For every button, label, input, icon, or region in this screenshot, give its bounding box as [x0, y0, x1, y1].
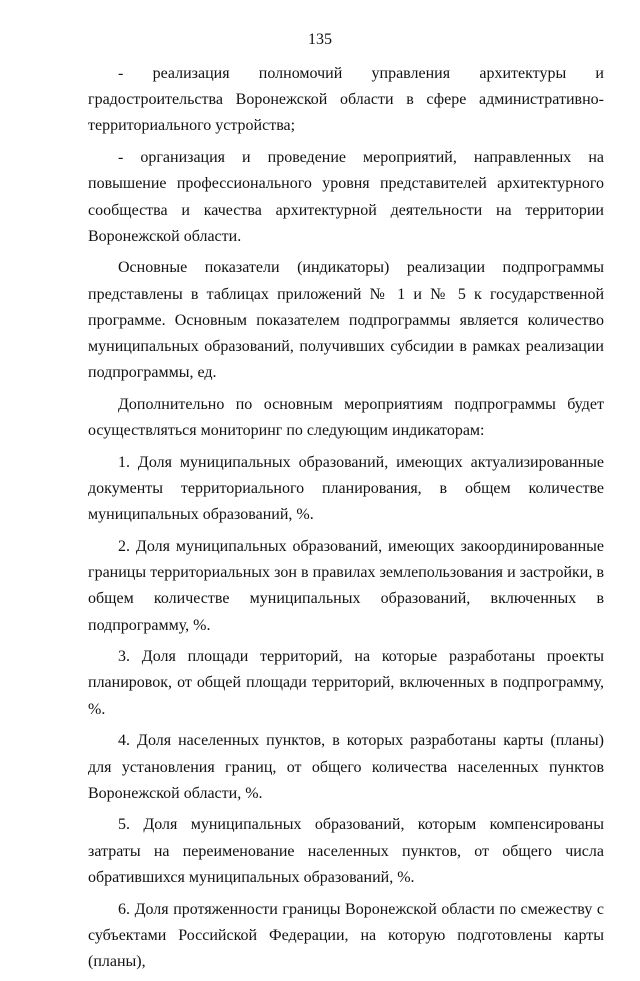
indicator-item-1: 1. Доля муниципальных образований, имеющих актуализированные документы территориального планирования, в общем количестве муниципальных образований, %. [88, 453, 604, 524]
paragraph-professional-events: - организация и проведение мероприятий, направленных на повышение профессионального уровня представителей архитектурного сообщества и качества архитектурной деятельности на территории Воронежской области. [88, 149, 604, 245]
paragraph-main-indicators: Основные показатели (индикаторы) реализации подпрограммы представлены в таблицах приложений № 1 и № 5 к государственной программе. Основным показателем подпрограммы является количество муниципальных образований, получивших субсидии в рамках реализации подпрограммы, ед. [88, 259, 604, 382]
page-number: 135 [308, 31, 332, 48]
indicator-item-2: 2. Доля муниципальных образований, имеющих закоординированные границы территориальных зон в правилах землепользования и застройки, в общем количестве муниципальных образований, включенных в подпрограмму, %. [88, 537, 604, 634]
paragraph-architecture-powers: - реализация полномочий управления архитектуры и градостроительства Воронежской области в сфере административно-территориального устройства; [88, 65, 604, 135]
paragraph-monitoring-intro: Дополнительно по основным мероприятиям подпрограммы будет осуществляться мониторинг по следующим индикаторам: [88, 395, 604, 440]
indicator-item-4: 4. Доля населенных пунктов, в которых разработаны карты (планы) для установления границ, от общего количества населенных пунктов Воронежской области, %. [88, 732, 604, 802]
indicator-item-6: 6. Доля протяженности границы Воронежской области по смежеству с субъектами Российской Федерации, на которую подготовлены карты (планы), [88, 900, 604, 970]
indicator-item-3: 3. Доля площади территорий, на которые разработаны проекты планировок, от общей площади территорий, включенных в подпрограмму, %. [88, 648, 604, 718]
indicator-item-5: 5. Доля муниципальных образований, которым компенсированы затраты на переименование населенных пунктов, от общего числа обратившихся муниципальных образований, %. [88, 816, 604, 886]
document-body [88, 61, 604, 981]
